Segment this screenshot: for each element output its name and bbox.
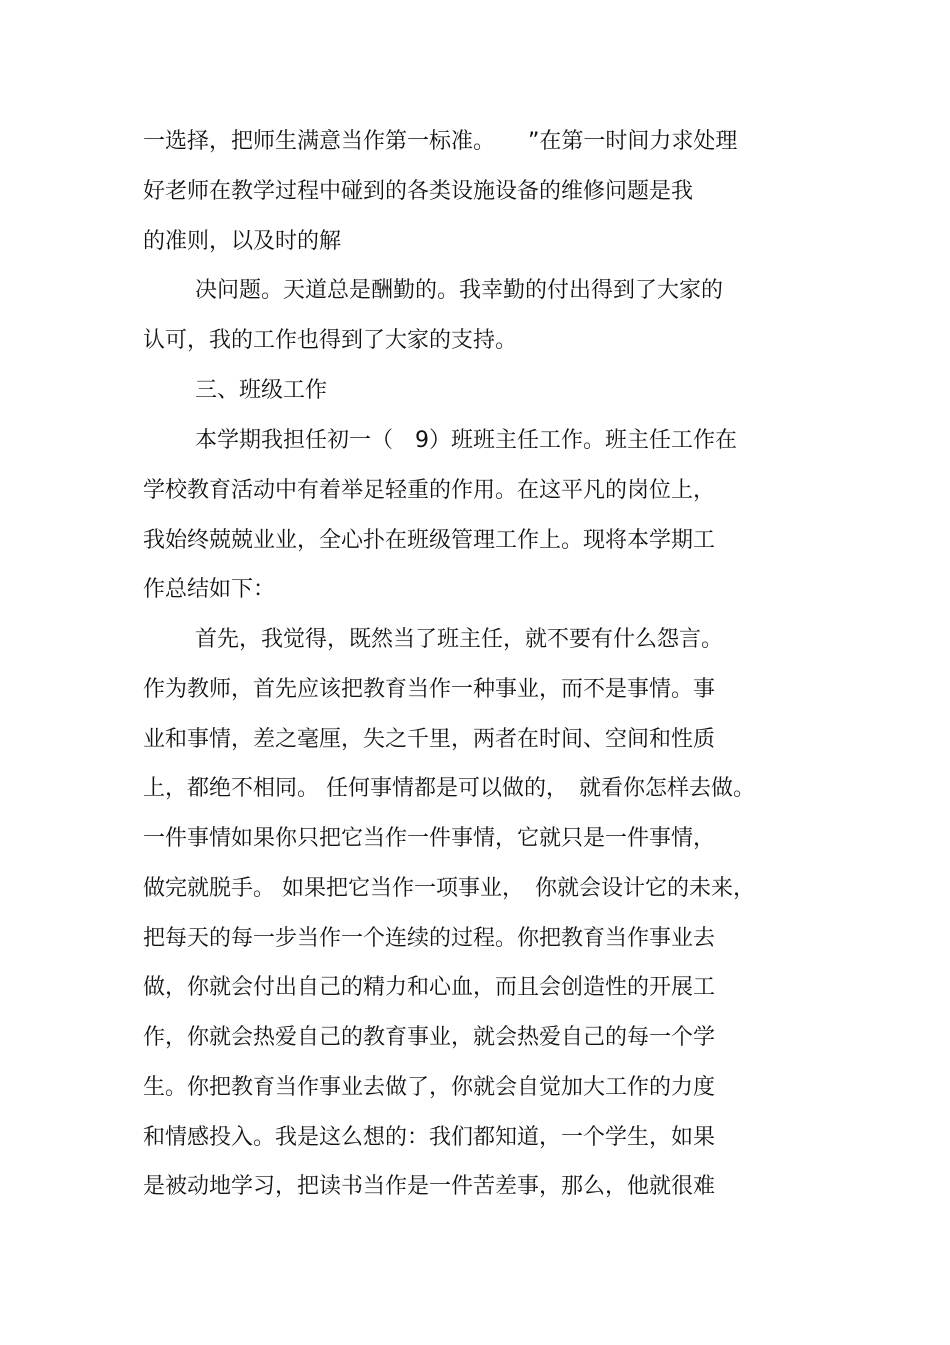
text-line: 作为教师，首先应该把教育当作一种事业，而不是事情。事 [143, 677, 716, 702]
text-line: 认可，我的工作也得到了大家的支持。 [143, 328, 518, 353]
text-line: 把每天的每一步当作一个连续的过程。你把教育当作事业去 [143, 926, 716, 951]
text-line: 一件事情如果你只把它当作一件事情，它就只是一件事情， [143, 826, 716, 851]
text-line: 一选择，把师生满意当作第一标准。 ”在第一时间力求处理 [143, 129, 738, 154]
text-line: 上，都绝不相同。 任何事情都是可以做的， 就看你怎样去做。 [143, 776, 755, 801]
section-heading: 三、班级工作 [195, 378, 328, 403]
text-line: 本学期我担任初一（ 9）班班主任工作。班主任工作在 [195, 428, 737, 453]
text-line: 作，你就会热爱自己的教育事业，就会热爱自己的每一个学 [143, 1025, 716, 1050]
text-line: 学校教育活动中有着举足轻重的作用。在这平凡的岗位上， [143, 478, 716, 503]
text-line: 业和事情，差之毫厘，失之千里，两者在时间、空间和性质 [143, 727, 716, 752]
text-line: 做，你就会付出自己的精力和心血，而且会创造性的开展工 [143, 975, 716, 1000]
text-line: 的准则，以及时的解 [143, 229, 342, 254]
text-line: 生。你把教育当作事业去做了，你就会自觉加大工作的力度 [143, 1075, 716, 1100]
text-line: 和情感投入。我是这么想的：我们都知道，一个学生，如果 [143, 1125, 716, 1150]
text-line: 好老师在教学过程中碰到的各类设施设备的维修问题是我 [143, 179, 694, 204]
text-line: 是被动地学习，把读书当作是一件苦差事，那么，他就很难 [143, 1174, 716, 1199]
text-line: 作总结如下： [143, 577, 276, 602]
text-line: 决问题。天道总是酬勤的。我幸勤的付出得到了大家的 [195, 278, 724, 303]
text-line: 首先，我觉得，既然当了班主任，就不要有什么怨言。 [195, 627, 724, 652]
text-line: 做完就脱手。 如果把它当作一项事业， 你就会设计它的未来， [143, 876, 755, 901]
text-line: 我始终兢兢业业，全心扑在班级管理工作上。现将本学期工 [143, 528, 716, 553]
